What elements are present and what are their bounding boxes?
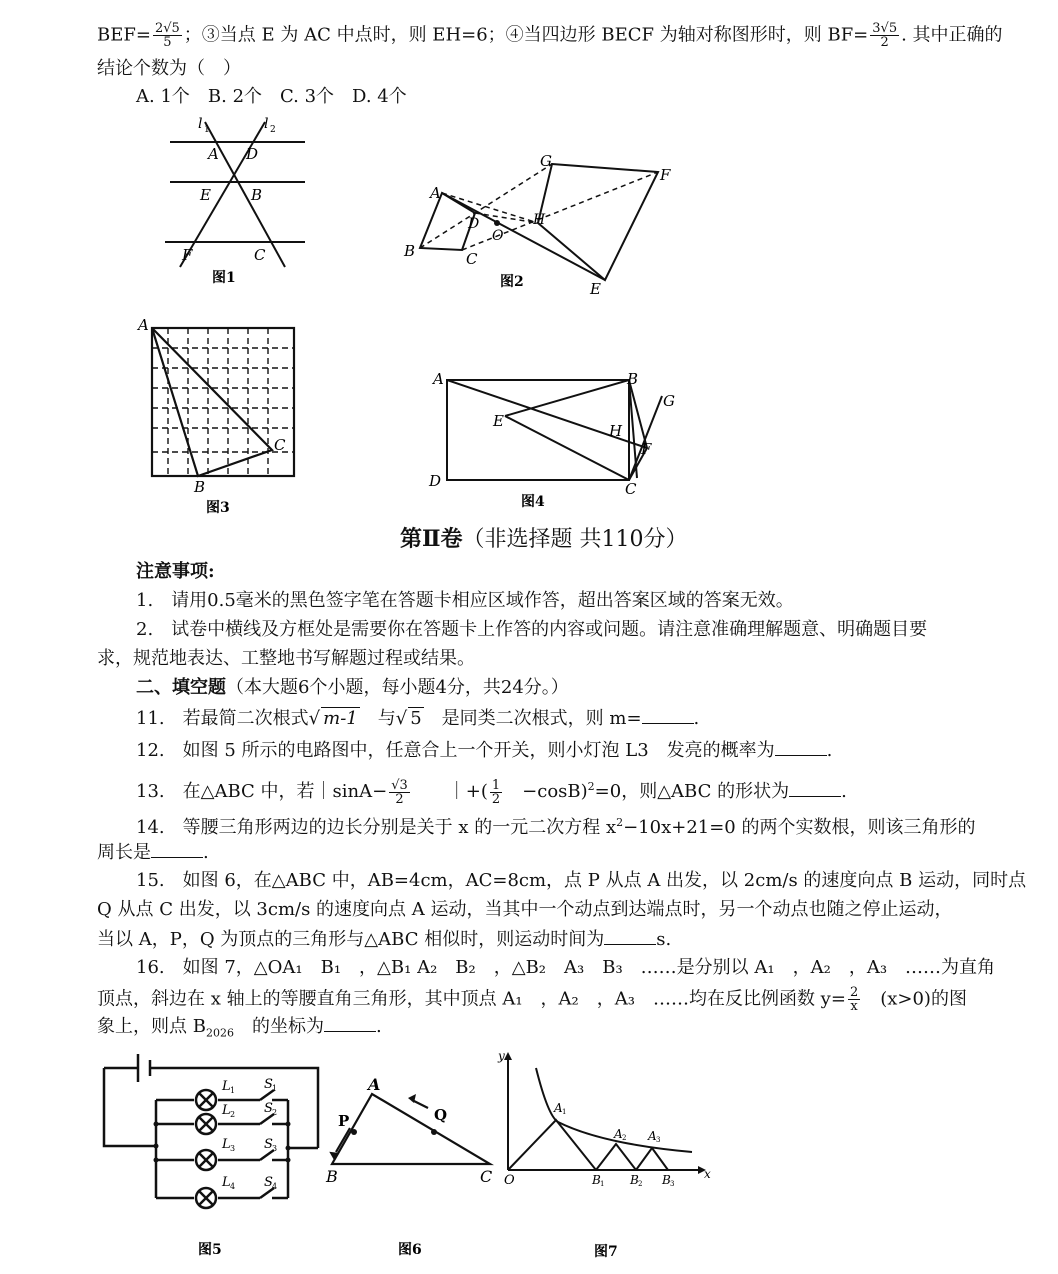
figure-6 <box>320 1072 500 1264</box>
fig2-label-C: C <box>466 250 478 268</box>
fig3-label-B: B <box>194 478 206 496</box>
figure-4 <box>425 366 685 516</box>
fig2-label-O: O <box>492 228 504 244</box>
fig2-label-E: E <box>590 280 601 298</box>
figure-2 <box>400 148 690 298</box>
q16-answer-blank[interactable] <box>324 1015 376 1032</box>
fig5-label-S1: S <box>264 1077 273 1092</box>
question-16-line1: 16. 如图 7，△OA₁ B₁ ，△B₁ A₂ B₂ ，△B₂ A₃ B₃ ……是分别以 A₁ ，A₂ ，A₃ ……为直角 <box>136 957 996 978</box>
fig7-label-A3: A <box>648 1129 657 1143</box>
fig4-label-F: F <box>641 440 652 458</box>
fig5-label-L2: L <box>222 1103 231 1118</box>
fig7-caption: 图7 <box>594 1244 618 1260</box>
fig7-label-A2: A <box>614 1127 623 1141</box>
notice-2a: 2. 试卷中横线及方框处是需要你在答题卡上作答的内容或问题。请注意准确理解题意、明确题目要 <box>136 619 928 640</box>
question-12: 12. 如图 5 所示的电路图中，任意合上一个开关，则小灯泡 L3 发亮的概率为 . <box>136 740 833 761</box>
fig7-label-A3-sub: 3 <box>656 1136 661 1144</box>
fig1-label-A: A <box>208 145 219 163</box>
section-title: 第Ⅱ卷（非选择题 共110分） <box>400 526 688 552</box>
fig3-label-A: A <box>138 316 149 334</box>
fig5-label-L1: L <box>222 1079 231 1094</box>
fig6-label-Q: Q <box>434 1106 448 1124</box>
fig7-label-O: O <box>504 1173 515 1188</box>
fig1-label-D: D <box>246 145 259 163</box>
fig6-label-C: C <box>480 1167 493 1186</box>
fig7-label-B2-sub: 2 <box>638 1180 643 1188</box>
fig7-label-A1-sub: 1 <box>562 1108 567 1116</box>
fig2-label-F: F <box>660 166 671 184</box>
fig1-label-l1-sub: 1 <box>204 125 210 135</box>
fig1-label-l1: l <box>198 116 203 132</box>
fig3-label-C: C <box>274 436 286 454</box>
fig5-label-L3-sub: 3 <box>230 1144 236 1153</box>
q11-answer-blank[interactable] <box>642 707 694 724</box>
fig1-label-E: E <box>200 186 211 204</box>
q12-answer-blank[interactable] <box>775 739 827 756</box>
fig5-label-S2-sub: 2 <box>272 1108 278 1117</box>
figure-1 <box>160 112 310 292</box>
prev-question-options: A. 1个 B. 2个 C. 3个 D. 4个 <box>136 86 407 107</box>
fig4-label-A: A <box>433 370 444 388</box>
figure-5 <box>98 1042 326 1264</box>
fig6-label-P: P <box>338 1112 350 1130</box>
fig7-label-A2-sub: 2 <box>622 1134 627 1142</box>
fig5-label-L1-sub: 1 <box>230 1086 236 1095</box>
question-11: 11. 若最简二次根式√ m-1 与√ 5 是同类二次根式，则 m= . <box>136 708 700 729</box>
fig5-label-S4-sub: 4 <box>272 1182 278 1191</box>
q15-answer-blank[interactable] <box>604 928 656 945</box>
fig1-label-C: C <box>254 246 266 264</box>
fig5-label-S1-sub: 1 <box>272 1084 278 1093</box>
fig5-label-S4: S <box>264 1175 273 1190</box>
fig2-label-A: A <box>430 184 441 202</box>
fig4-label-H: H <box>609 422 623 440</box>
q13-answer-blank[interactable] <box>789 780 841 797</box>
fig7-label-A1: A <box>554 1101 563 1115</box>
question-15-line1: 15. 如图 6，在△ABC 中，AB=4cm，AC=8cm，点 P 从点 A 出发，以 2cm/s 的速度向点 B 运动，同时点 <box>136 870 1027 891</box>
fig1-caption: 图1 <box>212 270 236 286</box>
fig6-caption: 图6 <box>398 1242 422 1258</box>
part-heading: 二、填空题（本大题6个小题，每小题4分，共24分。） <box>136 677 569 698</box>
fig4-label-D: D <box>429 472 442 490</box>
fig7-label-B3-sub: 3 <box>670 1180 675 1188</box>
fig7-label-B1: B <box>592 1173 601 1187</box>
fig1-label-F: F <box>182 246 193 264</box>
fig7-label-x: x <box>704 1167 711 1181</box>
question-16-line2: 顶点，斜边在 x 轴上的等腰直角三角形，其中顶点 A₁ ，A₂ ，A₃ ……均在反比例函数 y= $\frac{2}{x}$ (x>0)的图 <box>97 985 967 1014</box>
fig7-label-B2: B <box>630 1173 639 1187</box>
fig4-label-E: E <box>493 412 504 430</box>
question-13: 13. 在△ABC 中，若｜sinA− $\frac{√3}{2}$ ｜+( $\frac{1}{2}$ −cosB)$^2$=0，则△ABC 的形状为 . <box>136 777 847 807</box>
fig2-label-D: D <box>468 216 480 232</box>
question-14-line2: 周长是 . <box>97 842 209 863</box>
fig2-label-G: G <box>540 152 552 170</box>
fig5-label-S3: S <box>264 1137 273 1152</box>
fig2-label-B: B <box>404 242 416 260</box>
fig7-label-y: y <box>498 1049 505 1063</box>
fig3-caption: 图3 <box>206 500 230 516</box>
fig1-label-l2-sub: 2 <box>270 125 276 135</box>
fig7-label-B1-sub: 1 <box>600 1180 605 1188</box>
fig6-label-B: B <box>326 1167 338 1186</box>
fig5-label-L4-sub: 4 <box>230 1182 236 1191</box>
fig2-label-H: H <box>533 212 546 228</box>
fig1-label-l2: l <box>264 116 269 132</box>
fig4-label-G: G <box>663 392 675 410</box>
fig6-label-A: A <box>368 1075 381 1094</box>
question-16-line3: 象上，则点 $B_{2026}$ 的坐标为 . <box>97 1016 382 1040</box>
fig1-label-B: B <box>251 186 263 204</box>
notice-2b: 求，规范地表达、工整地书写解题过程或结果。 <box>97 648 475 669</box>
notice-heading: 注意事项: <box>136 561 215 582</box>
figure-7 <box>492 1046 722 1264</box>
question-15-line3: 当以 A，P，Q 为顶点的三角形与△ABC 相似时，则运动时间为 s. <box>97 929 672 950</box>
fig4-label-B: B <box>627 370 639 388</box>
fig4-label-C: C <box>625 480 637 498</box>
prev-question-line2: 结论个数为（ ） <box>97 58 241 79</box>
fig5-label-L2-sub: 2 <box>230 1110 236 1119</box>
fig5-label-S2: S <box>264 1101 273 1116</box>
figure-3 <box>132 314 307 519</box>
q14-answer-blank[interactable] <box>151 841 203 858</box>
fig5-label-L3: L <box>222 1137 231 1152</box>
fig5-label-L4: L <box>222 1175 231 1190</box>
fig7-label-B3: B <box>662 1173 671 1187</box>
notice-1: 1. 请用0.5毫米的黑色签字笔在答题卡相应区域作答，超出答案区域的答案无效。 <box>136 590 794 611</box>
fig5-caption: 图5 <box>198 1242 222 1258</box>
fig2-caption: 图2 <box>500 274 524 290</box>
question-15-line2: Q 从点 C 出发，以 3cm/s 的速度向点 A 运动，当其中一个动点到达端点时，另一个动点也随之停止运动， <box>97 899 953 920</box>
prev-question-line1: BEF= $\frac{2√5}{5}$ ；③当点 E 为 AC 中点时，则 EH=6；④当四边形 BECF 为轴对称图形时，则 BF= $\frac{3√5}{2}$ . 其中正确的 <box>97 21 1003 50</box>
question-14-line1: 14. 等腰三角形两边的边长分别是关于 x 的一元二次方程 $x^2-10x+21=0$ 的两个实数根，则该三角形的 <box>136 816 976 838</box>
fig5-label-S3-sub: 3 <box>272 1144 278 1153</box>
fig4-caption: 图4 <box>521 494 545 510</box>
